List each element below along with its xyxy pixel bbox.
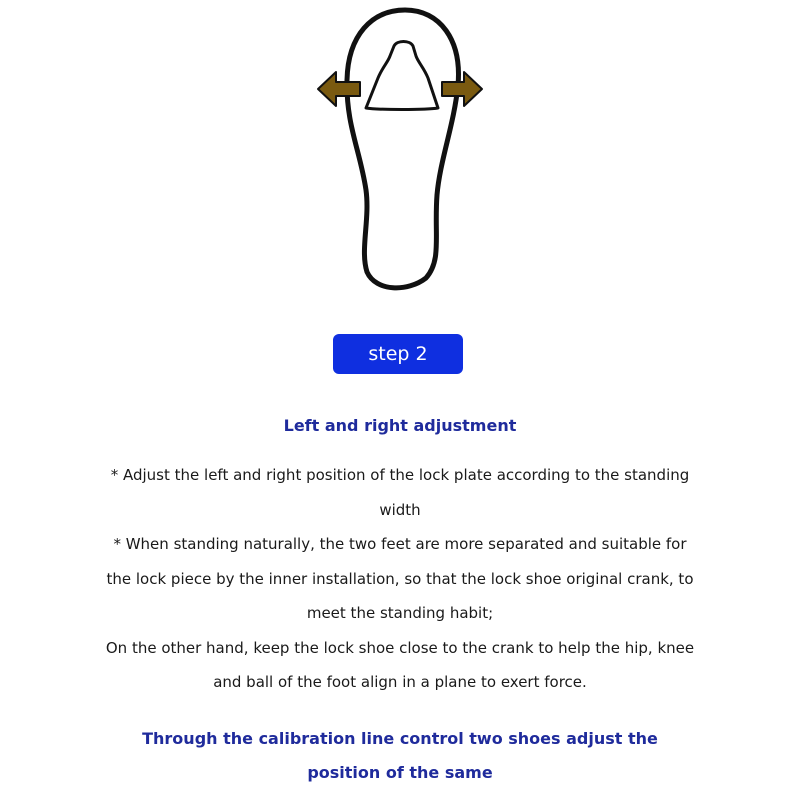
calibration-note: Through the calibration line control two shoes adjust the position of the same <box>142 729 658 782</box>
instruction-paragraph-3: On the other hand, keep the lock shoe close to the crank to help the hip, knee and ball of the foot align in a plane to exert force. <box>105 638 695 691</box>
right-arrow-icon <box>442 72 482 106</box>
instruction-paragraph-2: * When standing naturally, the two feet are more separated and suitable for the lock piece by the inner installation, so that the lock shoe original crank, to meet the standing habit; <box>106 535 694 622</box>
shoe-sole-illustration <box>300 0 500 300</box>
section-title: Left and right adjustment <box>283 416 517 435</box>
step-badge: step 2 <box>333 334 463 374</box>
left-arrow-icon <box>318 72 360 106</box>
instruction-paragraph-1: * Adjust the left and right position of the lock plate according to the standing width <box>110 466 690 519</box>
instructions-text <box>100 458 700 700</box>
shoe-sole-icon <box>300 0 500 300</box>
cleat-plate <box>366 42 438 110</box>
